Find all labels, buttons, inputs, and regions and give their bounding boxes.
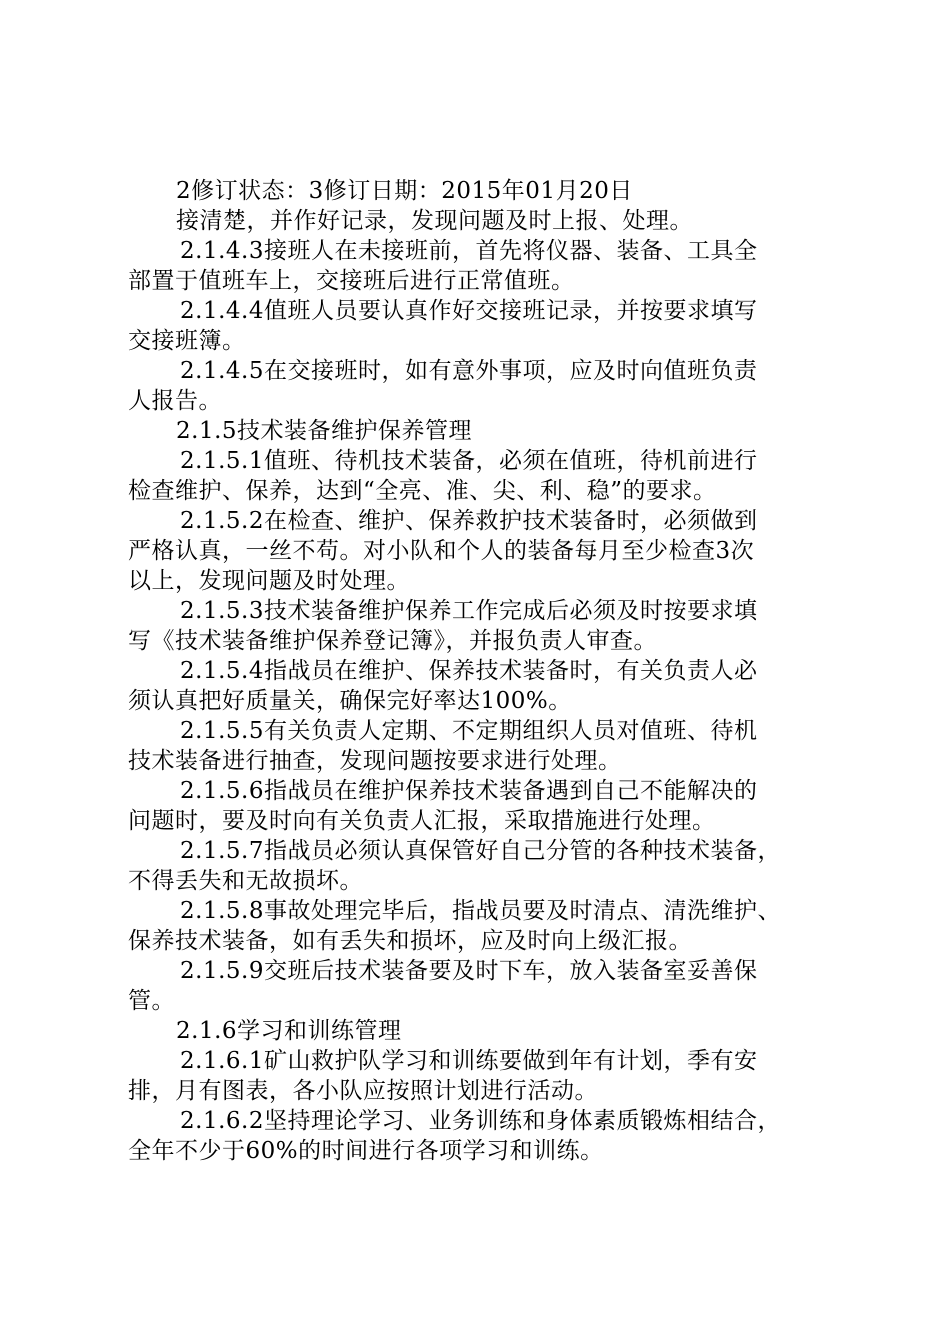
paragraph-line: 2.1.6学习和训练管理 bbox=[176, 1018, 402, 1044]
paragraph-line: 2.1.5.8事故处理完毕后，指战员要及时清点、清洗维护、 bbox=[180, 898, 781, 924]
revision-header: 2修订状态：3修订日期：2015年01月20日 bbox=[176, 178, 633, 204]
paragraph-line: 写《技术装备维护保养登记簿》，并报负责人审查。 bbox=[128, 628, 657, 654]
paragraph-line: 须认真把好质量关，确保完好率达100%。 bbox=[128, 688, 572, 714]
paragraph-line: 不得丢失和无故损坏。 bbox=[128, 868, 363, 894]
paragraph-line: 2.1.5技术装备维护保养管理 bbox=[176, 418, 473, 444]
paragraph-line: 以上，发现问题及时处理。 bbox=[128, 568, 410, 594]
paragraph-line: 交接班簿。 bbox=[128, 328, 246, 354]
paragraph-line: 2.1.4.4值班人员要认真作好交接班记录，并按要求填写 bbox=[180, 298, 758, 324]
paragraph-line: 2.1.6.1矿山救护队学习和训练要做到年有计划，季有安 bbox=[180, 1048, 758, 1074]
paragraph-line: 2.1.5.6指战员在维护保养技术装备遇到自己不能解决的 bbox=[180, 778, 758, 804]
paragraph-line: 严格认真，一丝不苟。对小队和个人的装备每月至少检查3次 bbox=[128, 538, 755, 564]
paragraph-line: 问题时，要及时向有关负责人汇报，采取措施进行处理。 bbox=[128, 808, 716, 834]
paragraph-line: 全年不少于60%的时间进行各项学习和训练。 bbox=[128, 1138, 604, 1164]
paragraph-line: 2.1.6.2坚持理论学习、业务训练和身体素质锻炼相结合， bbox=[180, 1108, 781, 1134]
paragraph-line: 2.1.4.5在交接班时，如有意外事项，应及时向值班负责 bbox=[180, 358, 758, 384]
paragraph-line: 2.1.5.4指战员在维护、保养技术装备时，有关负责人必 bbox=[180, 658, 758, 684]
paragraph-line: 保养技术装备，如有丢失和损坏，应及时向上级汇报。 bbox=[128, 928, 692, 954]
paragraph-line: 2.1.5.5有关负责人定期、不定期组织人员对值班、待机 bbox=[180, 718, 758, 744]
paragraph-line: 人报告。 bbox=[128, 388, 222, 414]
paragraph-line: 排，月有图表，各小队应按照计划进行活动。 bbox=[128, 1078, 598, 1104]
paragraph-line: 部置于值班车上，交接班后进行正常值班。 bbox=[128, 268, 575, 294]
paragraph-line: 检查维护、保养，达到“全亮、准、尖、利、稳”的要求。 bbox=[128, 478, 717, 504]
paragraph-line: 2.1.4.3接班人在未接班前，首先将仪器、装备、工具全 bbox=[180, 238, 758, 264]
paragraph-line: 2.1.5.2在检查、维护、保养救护技术装备时，必须做到 bbox=[180, 508, 758, 534]
paragraph-line: 2.1.5.1值班、待机技术装备，必须在值班，待机前进行 bbox=[180, 448, 758, 474]
paragraph-line: 管。 bbox=[128, 988, 175, 1014]
paragraph-line: 接清楚，并作好记录，发现问题及时上报、处理。 bbox=[176, 208, 693, 234]
paragraph-line: 技术装备进行抽查，发现问题按要求进行处理。 bbox=[128, 748, 622, 774]
paragraph-line: 2.1.5.3技术装备维护保养工作完成后必须及时按要求填 bbox=[180, 598, 758, 624]
paragraph-line: 2.1.5.7指战员必须认真保管好自己分管的各种技术装备， bbox=[180, 838, 781, 864]
document-body bbox=[128, 176, 833, 1166]
paragraph-line: 2.1.5.9交班后技术装备要及时下车，放入装备室妥善保 bbox=[180, 958, 758, 984]
